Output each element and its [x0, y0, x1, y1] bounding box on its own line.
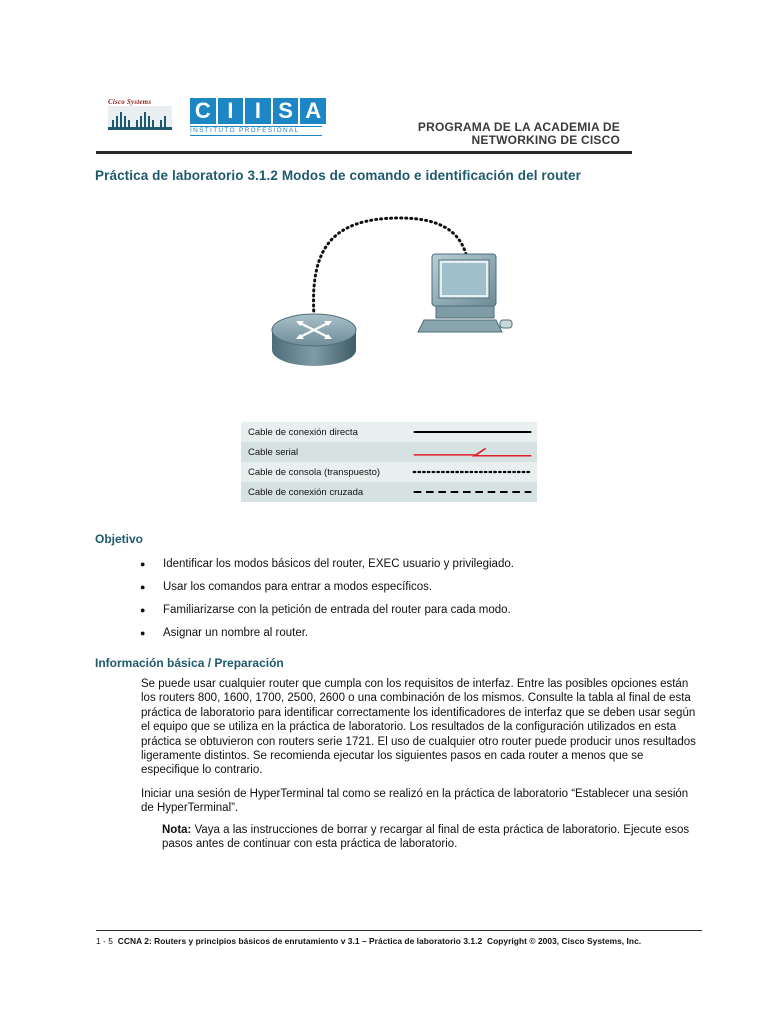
console-cable-line: [408, 462, 537, 482]
objective-list: [140, 556, 700, 648]
serial-cable-line: [408, 442, 537, 462]
list-item: [140, 602, 700, 625]
ciisa-letters: [190, 98, 326, 124]
legend-row: [241, 462, 537, 482]
note-label: Nota:: [162, 824, 192, 836]
bullet-icon: ●: [140, 605, 146, 615]
cisco-bridge-icon: [108, 106, 172, 130]
objective-text: Familiarizarse con la petición de entrada del router para cada modo.: [163, 604, 511, 616]
straight-cable-line: [408, 422, 537, 442]
program-title: [418, 121, 620, 147]
ciisa-logo: [190, 98, 326, 136]
list-item: [140, 556, 700, 579]
objective-text: Usar los comandos para entrar a modos específicos.: [163, 581, 433, 593]
header-divider: [96, 151, 632, 154]
ciisa-letter: I: [245, 98, 271, 124]
note-text: Vaya a las instrucciones de borrar y recargar al final de esta práctica de laboratorio. Ejecute esos pasos antes de continuar con esta práctica de laboratorio.: [162, 824, 690, 851]
router-icon: [272, 314, 356, 366]
document-title: Práctica de laboratorio 3.1.2 Modos de comando e identificación del router: [95, 168, 582, 183]
cable-legend: [241, 422, 537, 502]
footer-copyright: Copyright © 2003, Cisco Systems, Inc.: [486, 936, 642, 946]
program-title-line1: PROGRAMA DE LA ACADEMIA DE: [417, 120, 620, 134]
crossover-cable-line: [408, 482, 537, 502]
cisco-brand-text: Cisco Systems: [108, 98, 152, 106]
footer-divider: [96, 930, 702, 931]
page-footer: [96, 936, 641, 946]
topology-diagram: [260, 210, 530, 380]
ciisa-letter: I: [218, 98, 244, 124]
computer-icon: [418, 254, 512, 332]
page-number: 1 - 5: [96, 936, 114, 946]
legend-label: Cable de consola (transpuesto): [248, 466, 381, 478]
legend-label: Cable serial: [248, 446, 299, 458]
bullet-icon: ●: [140, 628, 146, 638]
legend-label: Cable de conexión directa: [248, 426, 358, 438]
footer-course: CCNA 2: Routers y principios básicos de enrutamiento v 3.1 – Práctica de laboratorio 3.1.2: [117, 936, 483, 946]
legend-row: [241, 422, 537, 442]
objective-text: Asignar un nombre al router.: [163, 627, 309, 639]
program-title-line2: NETWORKING DE CISCO: [471, 133, 620, 147]
background-heading: Información básica / Preparación: [95, 656, 284, 670]
legend-row: [241, 482, 537, 502]
objective-text: Identificar los modos básicos del router, EXEC usuario y privilegiado.: [163, 558, 514, 570]
note-paragraph: [162, 823, 702, 852]
background-paragraph: Se puede usar cualquier router que cumpla con los requisitos de interfaz. Entre las posibles opciones están los routers 800, 1600, 1700, 2500, 2600 o una combinación de los mismos. Consulte la tabla al final de esta práctica de laboratorio para identificar correctamente los identificadores de interfaz que se deben usar según el equipo que se utiliza en la práctica de laboratorio. Los resultados de la configuración utilizados en esta práctica se obtuvieron con routers serie 1721. El uso de cualquier otro router puede producir unos resultados ligeramente distintos. Se recomienda ejecutar los siguientes pasos en cada router a menos que se especifique lo contrario.: [141, 678, 696, 777]
objective-heading: Objetivo: [95, 532, 144, 546]
legend-row: [241, 442, 537, 462]
ciisa-letter: S: [273, 98, 299, 124]
ciisa-subtitle: INSTITUTO PROFESIONAL: [190, 126, 322, 136]
bullet-icon: ●: [140, 582, 146, 592]
list-item: [140, 579, 700, 602]
ciisa-letter: C: [190, 98, 216, 124]
hyperterminal-paragraph: Iniciar una sesión de HyperTerminal tal como se realizó en la práctica de laboratorio “Establecer una sesión de HyperTerminal”.: [141, 788, 689, 815]
bullet-icon: ●: [140, 559, 146, 569]
list-item: [140, 625, 700, 648]
cisco-systems-logo: [108, 98, 174, 132]
legend-label: Cable de conexión cruzada: [248, 486, 364, 498]
ciisa-letter: A: [300, 98, 326, 124]
